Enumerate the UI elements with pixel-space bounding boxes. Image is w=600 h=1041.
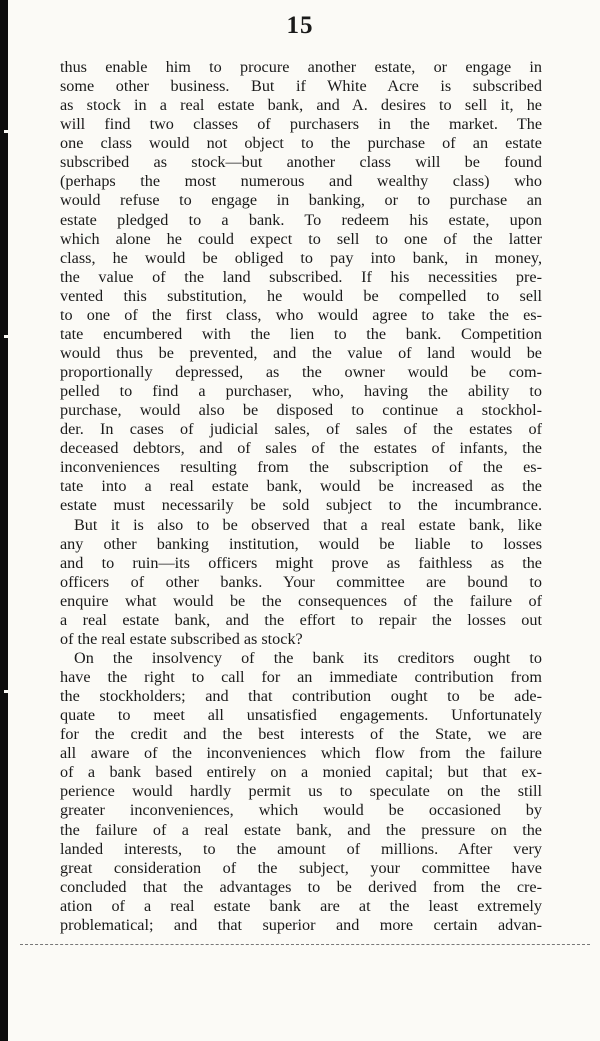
- binding-mark: [4, 130, 10, 133]
- text-line: will find two classes of purchasers in the market. The: [60, 115, 542, 134]
- text-line: (perhaps the most numerous and wealthy class) who: [60, 172, 542, 191]
- text-line: all aware of the inconveniences which flow from the failure: [60, 744, 542, 763]
- text-line: On the insolvency of the bank its creditors ought to: [74, 648, 542, 667]
- text-line: perience would hardly permit us to speculate on the still: [60, 782, 542, 801]
- fold-crease: [20, 944, 590, 945]
- text-line: But it is also to be observed that a real estate bank, like: [74, 515, 542, 534]
- binding-mark: [4, 690, 10, 693]
- text-line: would refuse to engage in banking, or to purchase an: [60, 191, 542, 210]
- text-line: for the credit and the best interests of the State, we are: [60, 725, 542, 744]
- text-line: tate encumbered with the lien to the bank. Competition: [60, 324, 542, 343]
- text-line: enquire what would be the consequences of the failure of: [60, 591, 542, 610]
- text-line: deceased debtors, and of sales of the estates of infants, the: [60, 439, 542, 458]
- text-line: officers of other banks. Your committee are bound to: [60, 572, 542, 591]
- binding-edge: [0, 0, 8, 1041]
- text-line: concluded that the advantages to be derived from the cre-: [60, 877, 542, 896]
- text-line: a real estate bank, and the effort to repair the losses out: [60, 610, 542, 629]
- text-line: one class would not object to the purchase of an estate: [60, 134, 542, 153]
- text-line: landed interests, to the amount of millions. After very: [60, 839, 542, 858]
- text-line: of a bank based entirely on a monied capital; but that ex-: [60, 763, 542, 782]
- text-line: ation of a real estate bank are at the least extremely: [60, 896, 542, 915]
- text-line: any other banking institution, would be liable to losses: [60, 534, 542, 553]
- text-line: tate into a real estate bank, would be increased as the: [60, 477, 542, 496]
- text-line: as stock in a real estate bank, and A. desires to sell it, he: [60, 96, 542, 115]
- text-line: inconveniences resulting from the subscription of the es-: [60, 458, 542, 477]
- text-line: the value of the land subscribed. If his necessities pre-: [60, 267, 542, 286]
- text-line: which alone he could expect to sell to one of the latter: [60, 229, 542, 248]
- text-line: estate pledged to a bank. To redeem his estate, upon: [60, 210, 542, 229]
- text-line: problematical; and that superior and more certain advan-: [60, 915, 542, 934]
- text-line: pelled to find a purchaser, who, having the ability to: [60, 382, 542, 401]
- text-line: and to ruin—its officers might prove as faithless as the: [60, 553, 542, 572]
- text-line: quate to meet all unsatisfied engagements. Unfortunately: [60, 706, 542, 725]
- text-line: proportionally depressed, as the owner would be com-: [60, 363, 542, 381]
- text-line: vented this substitution, he would be compelled to sell: [60, 286, 542, 305]
- text-line: thus enable him to procure another estate, or engage in: [60, 58, 542, 76]
- text-line: have the right to call for an immediate contribution from: [60, 668, 542, 686]
- text-line: great consideration of the subject, your committee have: [60, 858, 542, 877]
- body-text: [60, 58, 542, 935]
- text-line: greater inconveniences, which would be occasioned by: [60, 801, 542, 820]
- text-line: der. In cases of judicial sales, of sales of the estates of: [60, 420, 542, 439]
- text-line: the failure of a real estate bank, and the pressure on the: [60, 820, 542, 839]
- binding-mark: [4, 335, 10, 338]
- text-line: subscribed as stock—but another class will be found: [60, 153, 542, 172]
- text-line: estate must necessarily be sold subject to the incumbrance.: [60, 496, 542, 515]
- text-line: some other business. But if White Acre is subscribed: [60, 77, 542, 96]
- text-line: purchase, would also be disposed to continue a stockhol-: [60, 401, 542, 420]
- text-line: to one of the first class, who would agree to take the es-: [60, 305, 542, 324]
- text-line: the stockholders; and that contribution ought to be ade-: [60, 687, 542, 706]
- text-line: class, he would be obliged to pay into bank, in money,: [60, 248, 542, 267]
- text-line: would thus be prevented, and the value of land would be: [60, 343, 542, 362]
- page-number: 15: [286, 12, 314, 39]
- text-line: of the real estate subscribed as stock?: [60, 629, 303, 648]
